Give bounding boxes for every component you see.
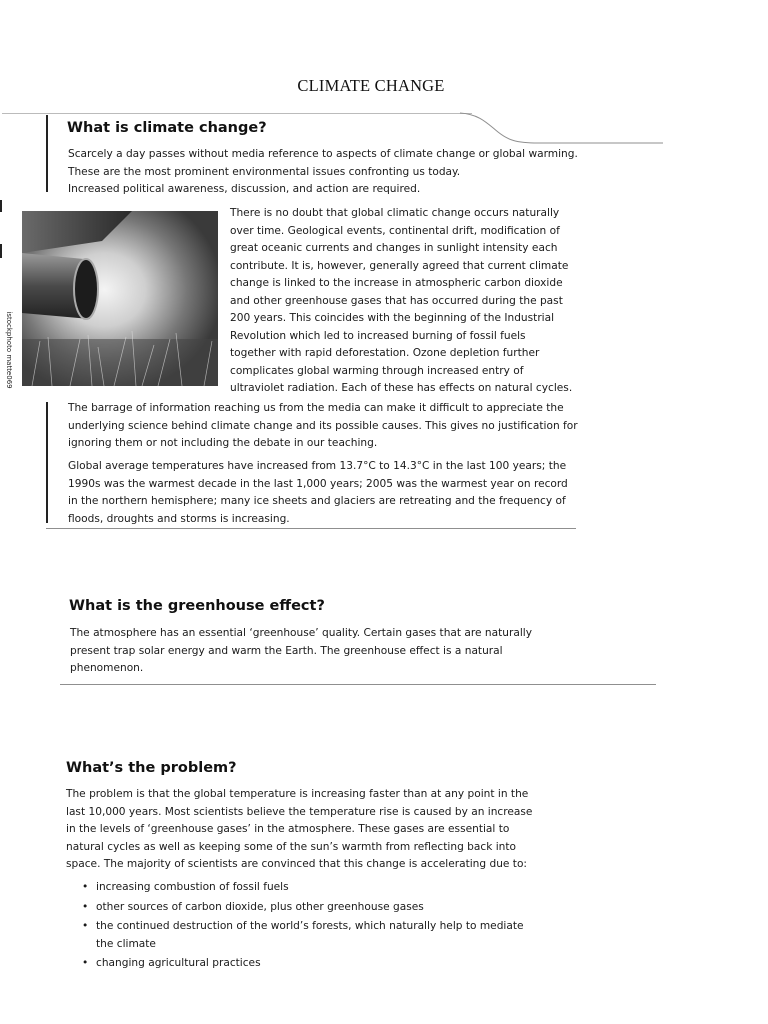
- greenhouse-paragraph: [70, 625, 670, 678]
- body-line: ultraviolet radiation. Each of these has effects on natural cycles.: [230, 382, 573, 394]
- margin-bar: [46, 115, 48, 192]
- body-line: 200 years. This coincides with the beginning of the Industrial: [230, 312, 555, 324]
- body-line: The problem is that the global temperature is increasing faster than at any point in the: [66, 788, 529, 800]
- section-heading-problem: What’s the problem?: [66, 760, 237, 776]
- media-paragraph: [68, 400, 688, 453]
- body-line: complicates global warming through increased entry of: [230, 364, 524, 377]
- margin-mark: [0, 244, 2, 258]
- margin-bar: [46, 402, 48, 523]
- body-line: in the northern hemisphere; many ice sheets and glaciers are retreating and the frequency of: [68, 495, 566, 507]
- body-line: The atmosphere has an essential ‘greenhouse’ quality. Certain gases that are naturally: [70, 627, 533, 639]
- list-item: [82, 899, 682, 917]
- body-line: phenomenon.: [70, 662, 144, 674]
- body-line: change is linked to the increase in atmospheric carbon dioxide: [230, 277, 563, 289]
- image-credit-text: istockphoto matte069: [5, 311, 13, 389]
- body-line: and other greenhouse gases that has occurred during the past: [230, 294, 563, 307]
- body-line: great oceanic currents and changes in sunlight intensity each: [230, 242, 558, 254]
- curl-rule: [458, 108, 668, 148]
- body-line: 1990s was the warmest decade in the last 1,000 years; 2005 was the warmest year on record: [68, 477, 568, 490]
- intro-paragraph: [68, 146, 688, 199]
- body-line: underlying science behind climate change and its possible causes. This gives no justification for: [68, 419, 578, 432]
- intro-line: Scarcely a day passes without media reference to aspects of climate change or global warming.: [68, 148, 578, 160]
- body-line: There is no doubt that global climatic change occurs naturally: [230, 207, 560, 219]
- body-line: last 10,000 years. Most scientists believe the temperature rise is caused by an increase: [66, 805, 533, 818]
- list-item: [82, 879, 682, 897]
- list-item-text: • the continued destruction of the world’s forests, which naturally help to mediate: [96, 920, 524, 932]
- body-line: natural cycles as well as keeping some of the sun’s warmth from reflecting back into: [66, 840, 516, 853]
- list-item: [82, 955, 682, 973]
- section-divider: [60, 684, 656, 685]
- list-item-text: the climate: [96, 937, 156, 950]
- body-line: Revolution which led to increased burning of fossil fuels: [230, 329, 526, 342]
- body-line: over time. Geological events, continental drift, modification of: [230, 224, 560, 237]
- list-item: [82, 918, 682, 953]
- section-divider: [46, 528, 576, 529]
- body-line: ignoring them or not including the debate in our teaching.: [68, 437, 378, 449]
- section-heading-greenhouse-effect: What is the greenhouse effect?: [69, 598, 325, 614]
- list-item-text: • other sources of carbon dioxide, plus other greenhouse gases: [96, 900, 424, 913]
- intro-line: These are the most prominent environmental issues confronting us today.: [68, 165, 461, 178]
- problem-paragraph: [66, 786, 686, 874]
- section-heading-climate-change: What is climate change?: [67, 120, 267, 136]
- body-line: The barrage of information reaching us from the media can make it difficult to appreciate the: [68, 402, 564, 414]
- body-line: in the levels of ‘greenhouse gases’ in the atmosphere. These gases are essential to: [66, 823, 510, 835]
- body-paragraph: [230, 205, 573, 398]
- document-title: CLIMATE CHANGE: [297, 76, 445, 95]
- list-item-text: • increasing combustion of fossil fuels: [96, 881, 289, 893]
- top-rule: [2, 113, 472, 114]
- body-line: floods, droughts and storms is increasing.: [68, 512, 290, 525]
- body-line: space. The majority of scientists are convinced that this change is accelerating due to:: [66, 858, 528, 870]
- causes-list: [82, 879, 682, 973]
- body-line: together with rapid deforestation. Ozone depletion further: [230, 347, 540, 359]
- body-line: contribute. It is, however, generally agreed that current climate: [230, 259, 569, 272]
- intro-line: Increased political awareness, discussion, and action are required.: [68, 183, 421, 195]
- list-item-text: • changing agricultural practices: [96, 957, 261, 969]
- body-line: present trap solar energy and warm the Earth. The greenhouse effect is a natural: [70, 644, 503, 657]
- body-line: Global average temperatures have increased from 13.7°C to 14.3°C in the last 100 years; the: [68, 460, 567, 472]
- margin-mark: [0, 200, 2, 212]
- image-credit: [2, 302, 16, 398]
- temperature-paragraph: [68, 458, 688, 528]
- exhaust-pipe-photo: [22, 211, 218, 386]
